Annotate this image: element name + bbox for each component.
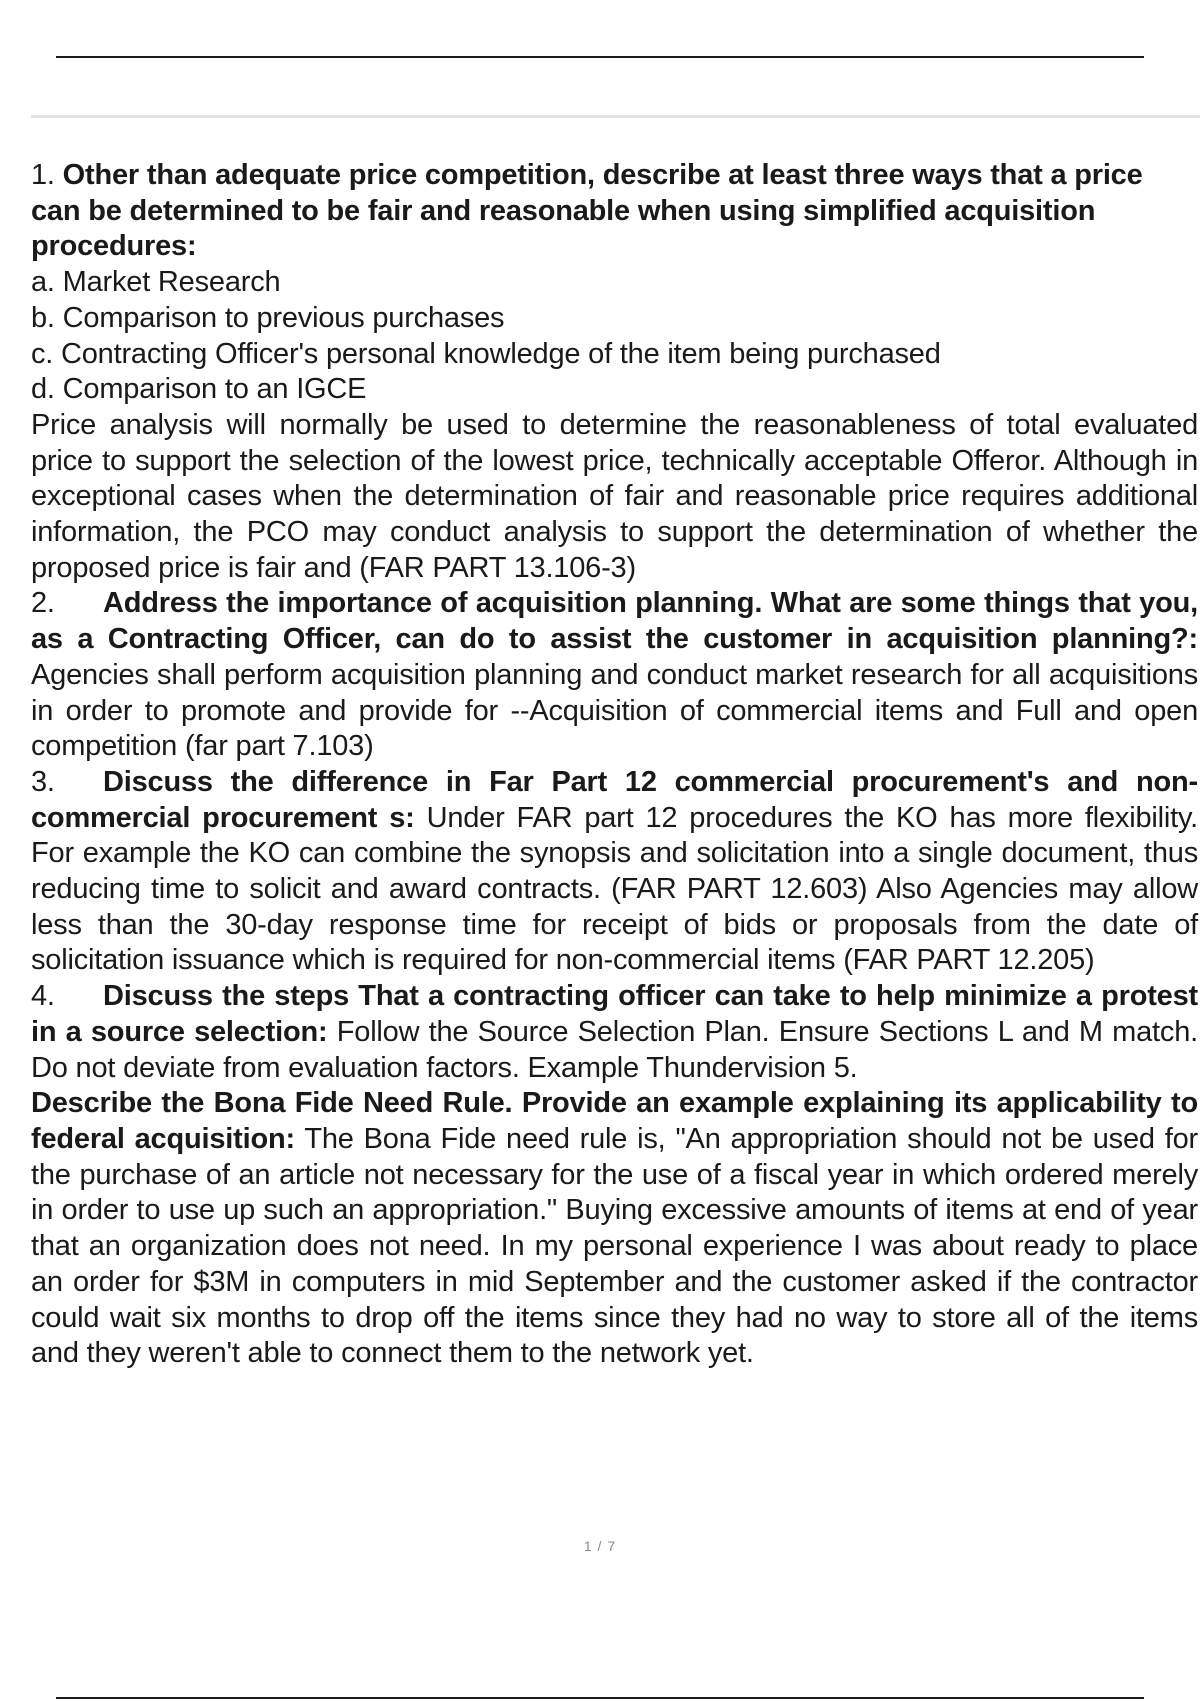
question-2-number: 2. [31,587,55,620]
page-number: 1 / 7 [583,1538,617,1554]
answer-1-paragraph: Price analysis will normally be used to determine the reasonableness of total evaluated price to support the selection of the lowest price, technically acceptable Offeror. Although in exceptional cases when the determination of fair and reasonable price requires additional information, the PCO may conduct analysis to support the determination of whether the proposed price is fair and (FAR PART 13.106-3) [31,408,1198,584]
answer-3: Under FAR part 12 procedures the KO has more flexibility. For example the KO can combine the synopsis and solicitation into a single document, thus reducing time to solicit and award contracts. (FAR PART 12.603) Also Agencies may allow less than the 30-day response time for receipt of bids or proposals from the date of solicitation issuance which is required for non-commercial items (FAR PART 12.205) [31,801,1198,977]
question-3 [31,765,1198,979]
answer-2: Agencies shall perform acquisition planning and conduct market research for all acquisitions in order to promote and provide for --Acquisition of commercial items and Full and open competition (far part 7.103) [31,658,1198,763]
answer-1-item-d: d. Comparison to an IGCE [31,373,367,406]
question-5 [31,1086,1198,1372]
question-2-text: Address the importance of acquisition planning. What are some things that you, as a Contracting Officer, can do to assist the customer in acquisition planning?: [31,587,1198,656]
question-4-text: Discuss the steps That a contracting officer can take to help minimize a protest in a source selection: [31,980,1198,1048]
question-3-text: Discuss the difference in Far Part 12 commercial procurement's and non-commercial procurement s: [31,765,1198,834]
answer-1-item-c: c. Contracting Officer's personal knowledge of the item being purchased [31,337,941,370]
header-divider [31,115,1200,118]
question-4-number: 4. [31,980,55,1013]
bottom-rule [56,1697,1144,1699]
document-body [31,158,1198,1372]
top-rule [56,56,1144,58]
answer-5: The Bona Fide need rule is, "An appropriation should not be used for the purchase of an article not necessary for the use of a fiscal year in which ordered merely in order to use up such an appropriation." Buying excessive amounts of items at end of year that an organization does not need. In my personal experience I was about ready to place an order for $3M in computers in mid September and the customer asked if the contractor could wait six months to drop off the items since they had no way to store all of the items and they weren't able to connect them to the network yet. [31,1122,1198,1370]
question-1 [31,158,1198,265]
answer-4: Follow the Source Selection Plan. Ensure Sections L and M match. Do not deviate from evaluation factors. Example Thundervision 5. [31,1015,1198,1084]
question-1-text: Other than adequate price competition, describe at least three ways that a price can be determined to be fair and reasonable when using simplified acquisition procedures: [31,159,1143,263]
answer-1-item-b: b. Comparison to previous purchases [31,301,505,334]
question-1-number: 1. [31,159,55,191]
question-3-number: 3. [31,765,55,798]
question-5-text: Describe the Bona Fide Need Rule. Provide an example explaining its applicability to federal acquisition: [31,1087,1198,1155]
question-4 [31,979,1198,1086]
answer-1-item-a: a. Market Research [31,266,281,299]
question-2 [31,586,1198,765]
